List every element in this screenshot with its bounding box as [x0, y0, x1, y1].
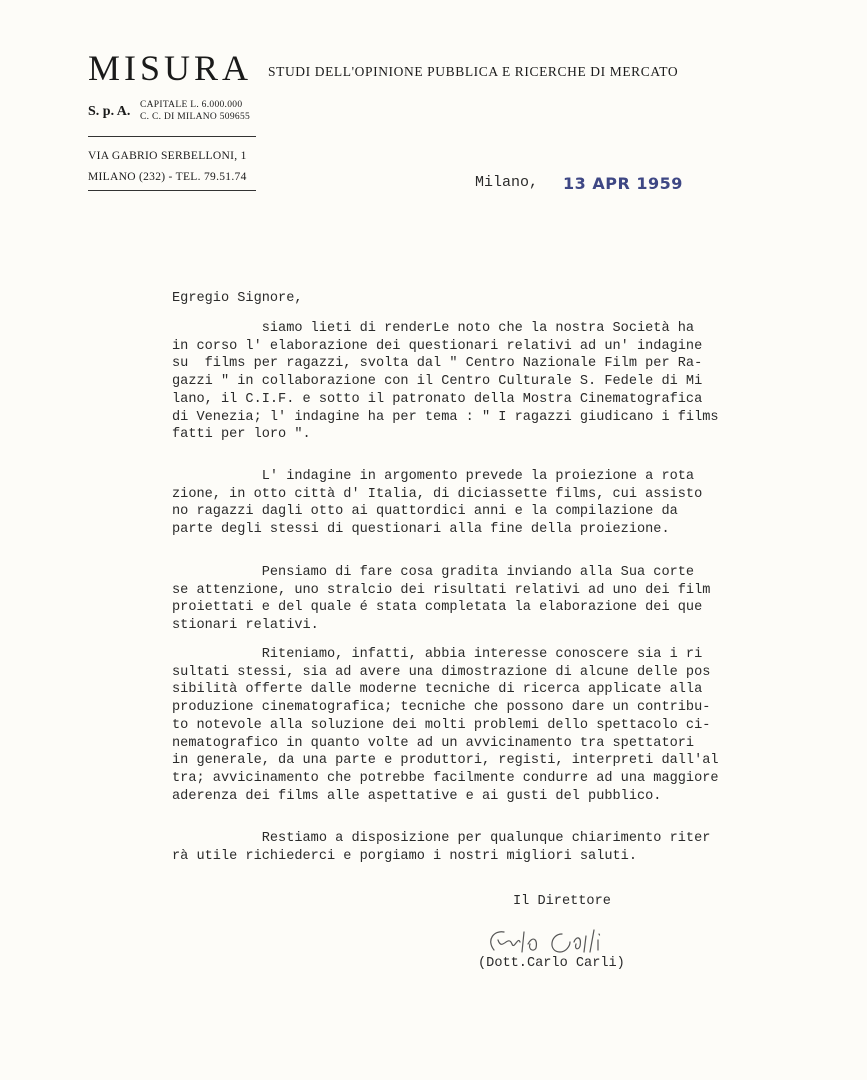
company-registry-block	[140, 99, 250, 123]
paragraph-5: Restiamo a disposizione per qualunque chiarimento riter rà utile richiederci e porgiamo i nostri migliori saluti.	[172, 831, 711, 864]
company-logo-text: MISURA	[88, 48, 253, 88]
company-address-block	[88, 146, 247, 188]
salutation: Egregio Signore,	[172, 291, 303, 306]
city-phone-line: MILANO (232) - TEL. 79.51.74	[88, 171, 247, 183]
capital-line: CAPITALE L. 6.000.000	[140, 100, 243, 110]
address-line: VIA GABRIO SERBELLONI, 1	[88, 150, 247, 162]
paragraph-4: Riteniamo, infatti, abbia interesse conoscere sia i ri sultati stessi, sia ad avere una dimostrazione di alcune delle pos sibilità offerte dalle moderne tecniche di ricerca applicate alla produzione cinematografica; tecniche che possono dare un contribu- to notevole alla soluzione dei molti problemi dello spettacolo ci- nematografico in quanto volte ad un avvicinamento tra spettatori in generale, da una parte e produttori, registi, interpreti dall'al tra; avvicinamento che potrebbe facilmente condurre ad una maggiore aderenza dei films alle aspettative e ai gusti del pubblico.	[172, 647, 719, 804]
paragraph-3: Pensiamo di fare cosa gradita inviando alla Sua corte se attenzione, uno stralcio dei risultati relativi ad uno dei film proiettati e del quale é stata completata la elaborazione dei que stionari relativi.	[172, 565, 711, 634]
signatory-name: (Dott.Carlo Carli)	[478, 956, 625, 971]
paragraph-1: siamo lieti di renderLe noto che la nostra Società ha in corso l' elaborazione dei questionari relativi ad un' indagine su films per ragazzi, svolta dal " Centro Nazionale Film per Ra- gazzi " in collaborazione con il Centro Culturale S. Fedele di Mi lano, il C.I.F. e sotto il patronato della Mostra Cinematografica di Venezia; l' indagine ha per tema : " I ragazzi giudicano i films fatti per loro ".	[172, 321, 719, 443]
registry-line: C. C. DI MILANO 509655	[140, 112, 251, 122]
date-stamp: 13 APR 1959	[563, 174, 683, 193]
letter-place: Milano,	[475, 174, 539, 191]
company-tagline: STUDI DELL'OPINIONE PUBBLICA E RICERCHE DI MERCATO	[268, 64, 679, 79]
letterhead-divider-bottom	[88, 190, 256, 191]
closing-title: Il Direttore	[513, 894, 611, 909]
company-type: S. p. A.	[88, 104, 131, 119]
letterhead-divider-top	[88, 136, 256, 137]
paragraph-2: L' indagine in argomento prevede la proiezione a rota zione, in otto città d' Italia, di diciassette films, cui assisto no ragazzi dagli otto ai quattordici anni e la compilazione da parte degli stessi di questionari alla fine della proiezione.	[172, 469, 703, 538]
